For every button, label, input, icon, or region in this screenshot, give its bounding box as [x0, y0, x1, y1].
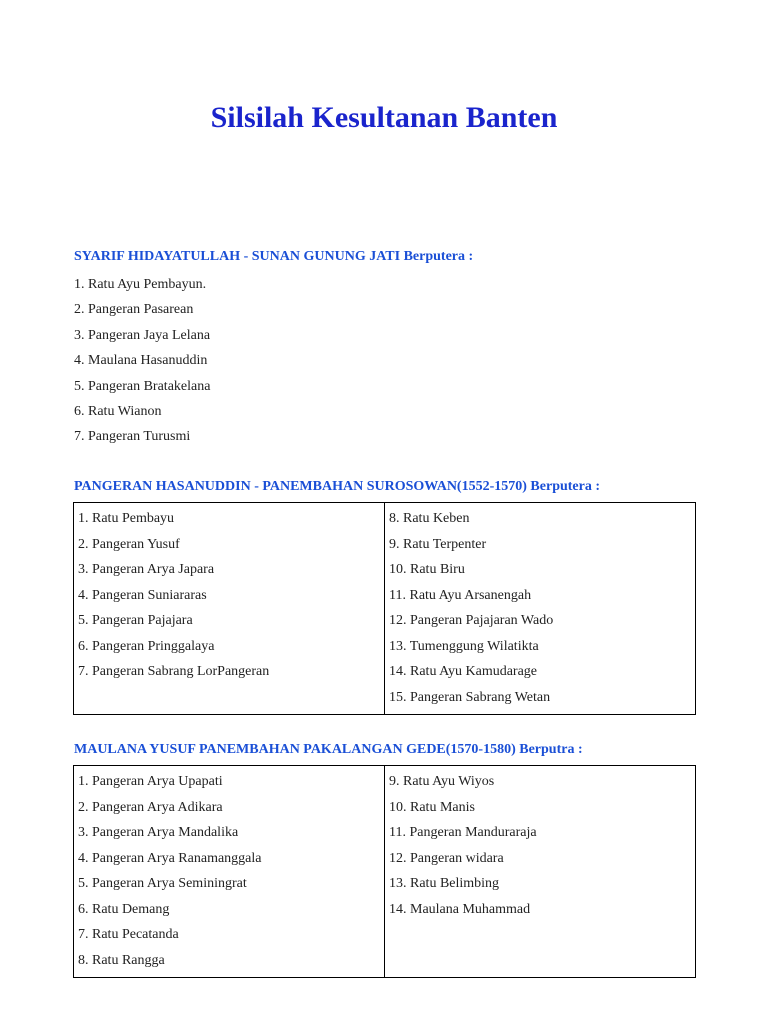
list-item: 11. Pangeran Manduraraja — [389, 825, 537, 840]
list-item: 15. Pangeran Sabrang Wetan — [389, 689, 551, 705]
table-cell-right — [385, 766, 696, 978]
table-cell-left — [74, 503, 385, 715]
list-item: 10. Ratu Biru — [389, 562, 465, 577]
list-item: 3. Pangeran Arya Mandalika — [78, 825, 239, 840]
children-table-maulana-yusuf — [73, 765, 696, 978]
table-cell-right — [385, 503, 696, 715]
list-item: 1. Pangeran Arya Upapati — [78, 774, 223, 789]
children-list-sunan-gunung-jati — [74, 272, 210, 450]
list-item: 7. Pangeran Turusmi — [74, 429, 191, 445]
list-item: 4. Pangeran Arya Ranamanggala — [78, 850, 262, 866]
list-item: 2. Pangeran Arya Adikara — [78, 799, 223, 815]
list-item: 13. Ratu Belimbing — [389, 876, 500, 891]
list-item: 11. Ratu Ayu Arsanengah — [389, 587, 532, 603]
list-item: 5. Pangeran Arya Seminingrat — [78, 876, 247, 891]
list-item: 3. Pangeran Arya Japara — [78, 562, 215, 577]
list-item: 7. Ratu Pecatanda — [78, 927, 179, 942]
list-item: 10. Ratu Manis — [389, 799, 475, 815]
page-title: Silsilah Kesultanan Banten — [210, 101, 558, 134]
section-heading-hasanuddin: PANGERAN HASANUDDIN - PANEMBAHAN SUROSOWAN(1552-1570) Berputera : — [74, 479, 601, 494]
table-row — [74, 503, 696, 715]
list-item: 4. Maulana Hasanuddin — [74, 353, 208, 369]
section-heading-sunan-gunung-jati: SYARIF HIDAYATULLAH - SUNAN GUNUNG JATI Berputera : — [74, 249, 474, 264]
list-item: 8. Ratu Rangga — [78, 952, 165, 968]
table-row — [74, 766, 696, 978]
list-item: 6. Ratu Wianon — [74, 404, 162, 420]
list-item: 6. Pangeran Pringgalaya — [78, 638, 215, 654]
list-item: 13. Tumenggung Wilatikta — [389, 638, 539, 654]
list-item: 5. Pangeran Bratakelana — [74, 378, 211, 394]
list-item: 2. Pangeran Yusuf — [78, 536, 180, 552]
list-item: 7. Pangeran Sabrang LorPangeran — [78, 664, 270, 679]
section-heading-maulana-yusuf: MAULANA YUSUF PANEMBAHAN PAKALANGAN GEDE(1570-1580) Berputra : — [74, 742, 583, 757]
children-table-hasanuddin — [73, 502, 696, 715]
list-item: 8. Ratu Keben — [389, 511, 470, 526]
list-item: 1. Ratu Ayu Pembayun. — [74, 277, 207, 292]
list-item: 14. Ratu Ayu Kamudarage — [389, 664, 538, 679]
list-item: 14. Maulana Muhammad — [389, 901, 531, 917]
list-item: 9. Ratu Ayu Wiyos — [389, 774, 495, 789]
table-cell-left — [74, 766, 385, 978]
list-item: 12. Pangeran widara — [389, 850, 504, 866]
list-item: 5. Pangeran Pajajara — [78, 613, 193, 628]
list-item: 2. Pangeran Pasarean — [74, 302, 194, 318]
list-item: 1. Ratu Pembayu — [78, 511, 175, 526]
list-item: 4. Pangeran Suniararas — [78, 587, 207, 603]
list-item: 9. Ratu Terpenter — [389, 536, 487, 552]
list-item: 12. Pangeran Pajajaran Wado — [389, 613, 554, 628]
list-item: 6. Ratu Demang — [78, 901, 170, 917]
list-item: 3. Pangeran Jaya Lelana — [74, 327, 211, 343]
